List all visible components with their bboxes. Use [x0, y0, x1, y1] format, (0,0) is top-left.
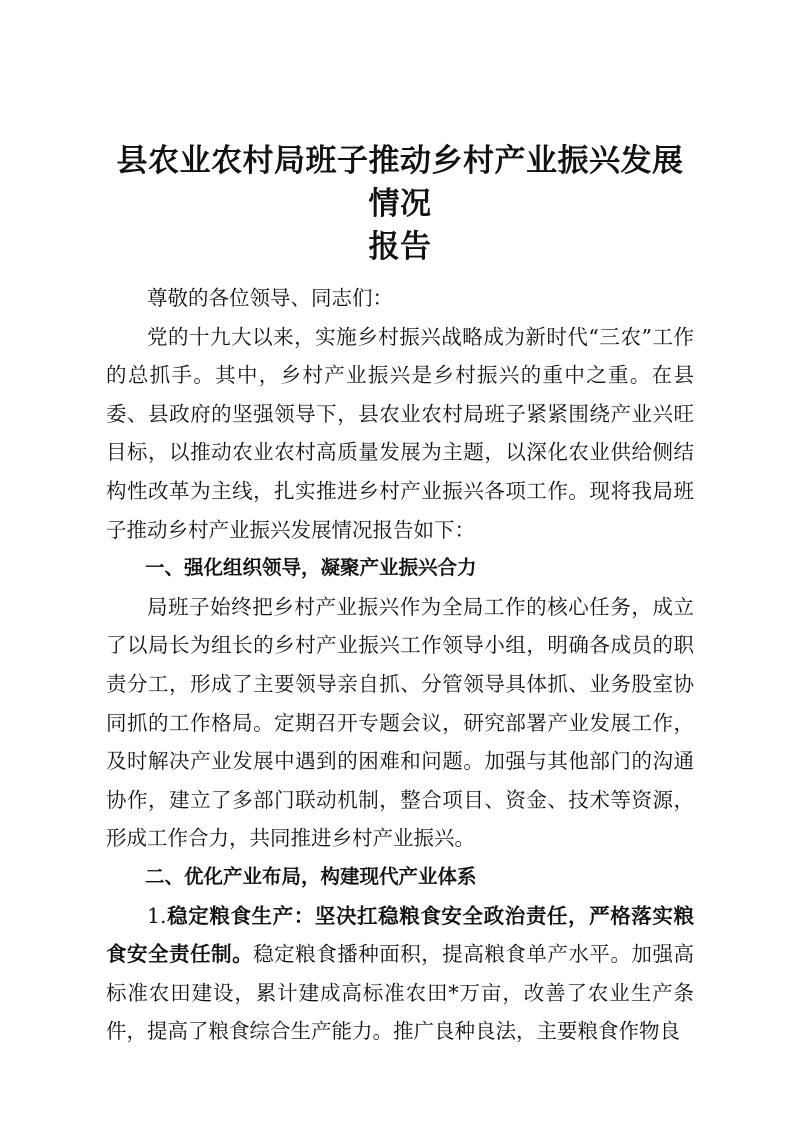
- title-line-2: 报告: [368, 229, 432, 265]
- item-1-lead: 稳定粮食生产：坚决扛稳粮食安全政治责任，严格落实粮食安全责任制。: [106, 903, 694, 967]
- item-1-paragraph: [106, 897, 694, 1051]
- salutation: 尊敬的各位领导、同志们：: [147, 286, 393, 310]
- title-line-1: 县农业农村局班子推动乡村产业振兴发展情况: [116, 143, 684, 222]
- document-page: [106, 140, 694, 1051]
- section-2-heading: 二、优化产业布局，构建现代产业体系: [145, 864, 477, 888]
- document-title: [106, 140, 694, 269]
- intro-paragraph: 党的十九大以来，实施乡村振兴战略成为新时代“三农”工作的总抓手。其中，乡村产业振兴是乡村振兴的重中之重。在县委、县政府的坚强领导下，县农业农村局班子紧紧围绕产业兴旺目标，以推动农业农村高质量发展为主题，以深化农业供给侧结构性改革为主线，扎实推进乡村产业振兴各项工作。现将我局班子推动乡村产业振兴发展情况报告如下：: [106, 324, 694, 542]
- item-1-text: 稳定粮食播种面积，提高粮食单产水平。加强高标准农田建设，累计建成高标准农田*万亩，改善了农业生产条件，提高了粮食综合生产能力。推广良种良法，主要粮食作物良: [106, 942, 695, 1044]
- section-1-paragraph: 局班子始终把乡村产业振兴作为全局工作的核心任务，成立了以局长为组长的乡村产业振兴工作领导小组，明确各成员的职责分工，形成了主要领导亲自抓、分管领导具体抓、业务股室协同抓的工作格局。定期召开专题会议，研究部署产业发展工作，及时解决产业发展中遇到的困难和问题。加强与其他部门的沟通协作，建立了多部门联动机制，整合项目、资金、技术等资源，形成工作合力，共同推进乡村产业振兴。: [106, 594, 694, 851]
- document-body: [106, 279, 694, 1051]
- item-1-number: 1.: [147, 903, 167, 928]
- section-1-heading: 一、强化组织领导，凝聚产业振兴合力: [145, 556, 477, 580]
